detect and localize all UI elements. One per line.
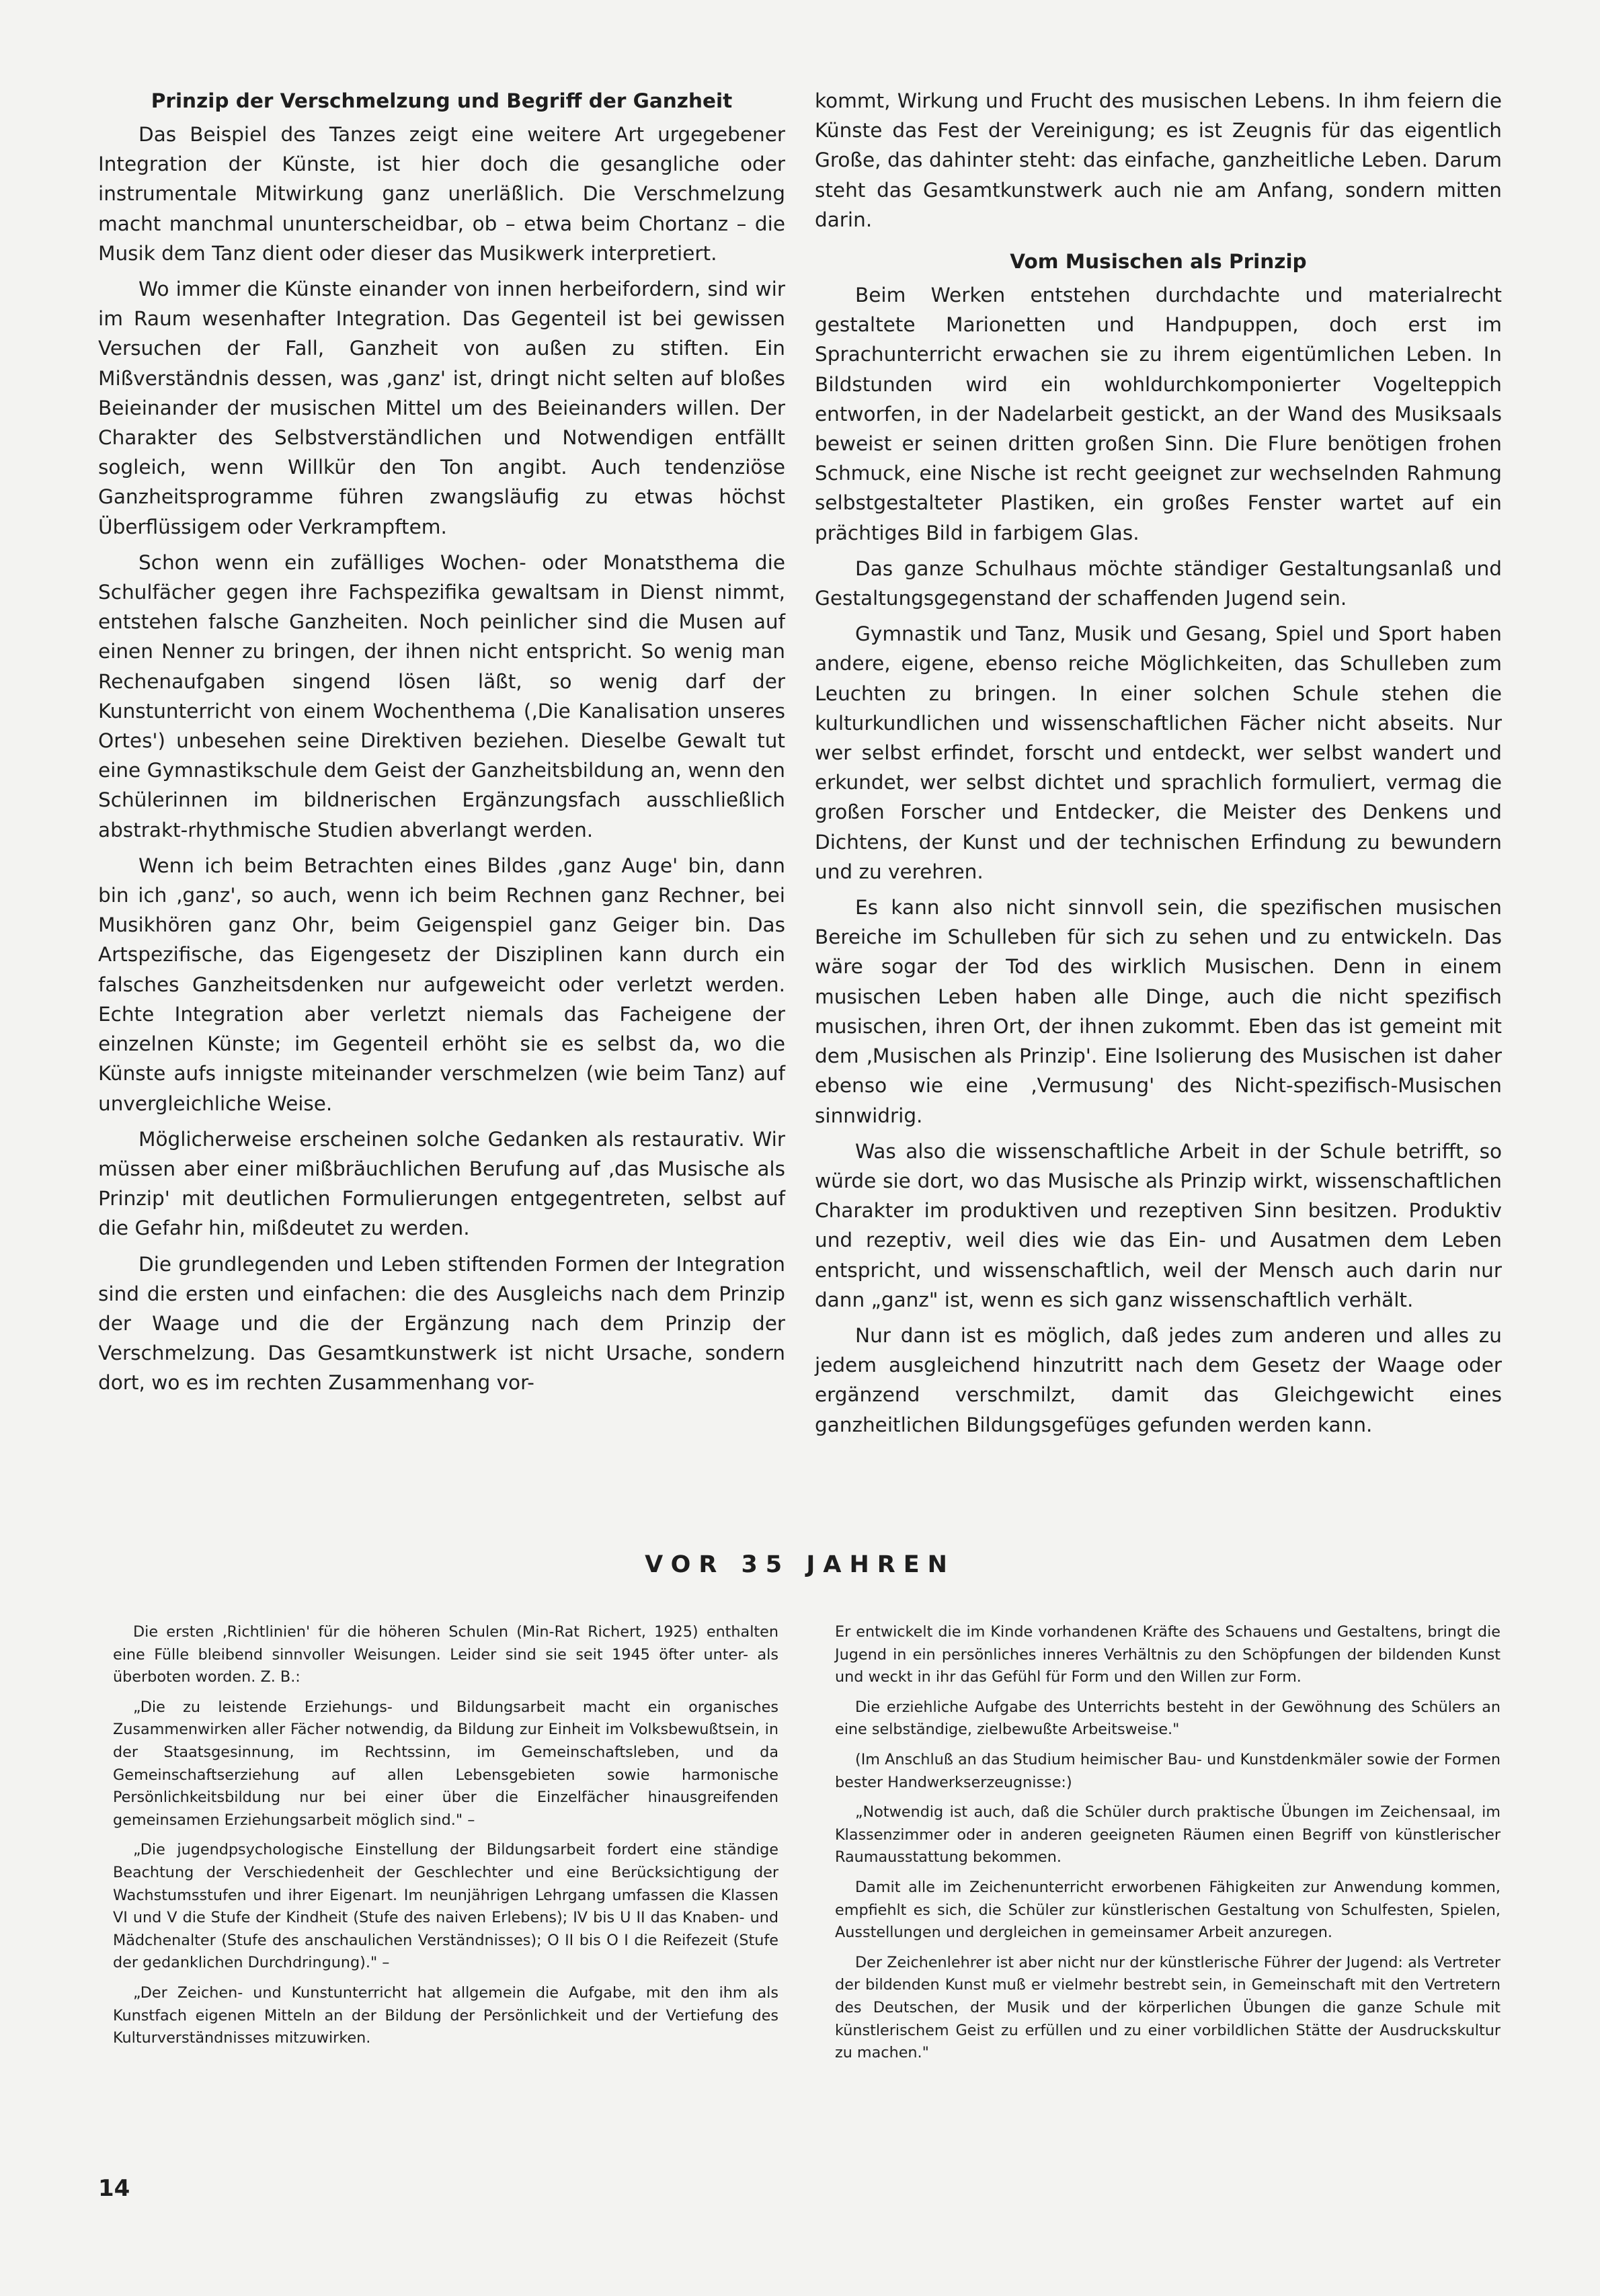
excerpt-paragraph: „Der Zeichen- und Kunstunterricht hat allgemein die Aufgabe, mit den ihm als Kunstfach eigenen Mitteln an der Bildung der Persönlichkeit und der Vertiefung des Kulturverständnisses mitzuwirken. [113, 1983, 778, 2047]
section-title-vor-35-jahren: VOR 35 JAHREN [645, 1551, 955, 1578]
excerpt-paragraph: Die erziehliche Aufgabe des Unterrichts besteht in der Gewöhnung des Schülers an eine selbständige, zielbewußte Arbeitsweise." [835, 1698, 1501, 1739]
paragraph: Nur dann ist es möglich, daß jedes zum anderen und alles zu jedem ausgleichend hinzutritt nach dem Gesetz der Waage oder ergänzend verschmilzt, damit das Gleichgewicht eines ganzheitlichen Bildungsgefüges gefunden werden kann. [815, 1323, 1502, 1436]
excerpt-paragraph: Die ersten ‚Richtlinien' für die höheren Schulen (Min-Rat Richert, 1925) enthalten eine Fülle bleibend sinnvoller Weisungen. Leider sind sie seit 1945 öfter unter- als überboten worden. Z. B.: [113, 1623, 778, 1686]
excerpt-paragraph: „Notwendig ist auch, daß die Schüler durch praktische Übungen im Zeichensaal, im Klassenzimmer oder in anderen geeigneten Räumen einen Begriff von künstlerischer Raumausstattung bekommen. [835, 1803, 1501, 1867]
excerpt-paragraph: Der Zeichenlehrer ist aber nicht nur der künstlerische Führer der Jugend: als Vertreter der bildenden Kunst muß er vielmehr bestrebt sein, in Gemeinschaft mit den Vertretern des Deutschen, der Musik und der körperlichen Übungen die ganze Schule mit künstlerischem Geist zu erfüllen und zu einer vorbildlichen Stätte der Ausdruckskultur zu machen." [835, 1953, 1501, 2062]
page-number: 14 [98, 2175, 130, 2202]
paragraph: Gymnastik und Tanz, Musik und Gesang, Spiel und Sport haben andere, eigene, ebenso reiche Möglichkeiten, das Schulleben zum Leuchten zu bringen. In einer solchen Schule stehen die kulturkundlichen und wissenschaftlichen Fächer nicht abseits. Nur wer selbst erfindet, forscht und entdeckt, wer selbst wandert und erkundet, wer selbst dichtet und sprachlich formuliert, vermag die großen Forscher und Entdecker, die Meister des Denkens und Dichtens, der Kunst und der technischen Erfindung zu bewundern und zu verehren. [815, 622, 1502, 883]
excerpt-paragraph: „Die jugendpsychologische Einstellung der Bildungsarbeit fordert eine ständige Beachtung der Verschiedenheit der Geschlechter und eine Berücksichtigung der Wachstumsstufen und ihrer Eigenart. Im neunjährigen Lehrgang umfassen die Klassen VI und V die Stufe der Kindheit (Stufe des naiven Erlebens); IV bis U II das Knaben- und Mädchenalter (Stufe des anschaulichen Verständnisses); O II bis O I die Reifezeit (Stufe der gedanklichen Durchdringung)." – [113, 1841, 778, 1972]
right-column [815, 86, 1502, 1440]
paragraph: Wenn ich beim Betrachten eines Bildes ‚ganz Auge' bin, dann bin ich ‚ganz', so auch, wenn ich beim Rechnen ganz Rechner, bei Musikhören ganz Ohr, beim Geigenspiel ganz Geiger bin. Das Artspezifische, das Eigengesetz der Disziplinen kann durch ein falsches Ganzheitsdenken nur aufgeweicht oder verletzt werden. Echte Integration aber verletzt niemals das Facheigene der einzelnen Künste; im Gegenteil erhöht sie es selbst da, wo die Künste aufs innigste miteinander verschmelzen (wie beim Tanz) auf unvergleichliche Weise. [98, 854, 785, 1115]
paragraph: Es kann also nicht sinnvoll sein, die spezifischen musischen Bereiche im Schulleben für sich zu sehen und zu entwickeln. Das wäre sogar der Tod des wirklich Musischen. Denn in einem musischen Leben haben alle Dinge, auch die nicht spezifisch musischen, ihren Ort, der ihnen zukommt. Eben das ist gemeint mit dem ‚Musischen als Prinzip'. Eine Isolierung des Musischen ist daher ebenso wie eine ‚Vermusung' des Nicht-spezifisch-Musischen sinnwidrig. [815, 896, 1502, 1127]
excerpt-paragraph: (Im Anschluß an das Studium heimischer Bau- und Kunstdenkmäler sowie der Formen bester Handwerkserzeugnisse:) [835, 1750, 1501, 1791]
section-heading-musisches-prinzip: Vom Musischen als Prinzip [1010, 250, 1307, 274]
paragraph: Was also die wissenschaftliche Arbeit in der Schule betrifft, so würde sie dort, wo das Musische als Prinzip wirkt, wissenschaftlichen Charakter im produktiven und rezeptiven Sinn besitzen. Produktiv und rezeptiv, weil dies wie das Ein- und Ausatmen dem Leben entspricht, und wissenschaftlich, weil der Mensch auch darin nur dann „ganz" ist, wenn es sich ganz wissenschaftlich verhält. [815, 1139, 1502, 1311]
excerpt-paragraph: Er entwickelt die im Kinde vorhandenen Kräfte des Schauens und Gestaltens, bringt die Jugend in ein persönliches inneres Verhältnis zu den Schöpfungen der bildenden Kunst und weckt in ihr das Gefühl für Form und den Willen zur Form. [835, 1623, 1501, 1686]
historical-excerpt-left [113, 1621, 778, 2057]
paragraph: Das ganze Schulhaus möchte ständiger Gestaltungsanlaß und Gestaltungsgegenstand der schaffenden Jugend sein. [815, 557, 1502, 610]
left-column [98, 86, 785, 1398]
paragraph: Schon wenn ein zufälliges Wochen- oder Monatsthema die Schulfächer gegen ihre Fachspezifika gewaltsam in Dienst nimmt, entstehen falsche Ganzheiten. Noch peinlicher sind die Musen auf einen Nenner zu bringen, der ihnen nicht entspricht. So wenig man Rechenaufgaben singend lösen läßt, so wenig darf der Kunstunterricht von einem Wochenthema (‚Die Kanalisation unseres Ortes') unbesehen seine Direktiven beziehen. Dieselbe Gewalt tut eine Gymnastikschule dem Geist der Ganzheitsbildung an, wenn den Schülerinnen im bildnerischen Ergänzungsfach ausschließlich abstrakt-rhythmische Studien abverlangt werden. [98, 550, 785, 842]
paragraph: Möglicherweise erscheinen solche Gedanken als restaurativ. Wir müssen aber einer mißbräuchlichen Berufung auf ‚das Musische als Prinzip' mit deutlichen Formulierungen entgegentreten, selbst auf die Gefahr hin, mißdeutet zu werden. [98, 1127, 785, 1240]
excerpt-paragraph: „Die zu leistende Erziehungs- und Bildungsarbeit macht ein organisches Zusammenwirken aller Fächer notwendig, da Bildung zur Einheit im Volksbewußtsein, in der Staatsgesinnung, im Rechtssinn, im Gemeinschaftsleben, und da Gemeinschaftserziehung auf allen Lebensgebieten sowie harmonische Persönlichkeitsbildung nur bei einer über die Einzelfächer hinausgreifenden gemeinsamen Erziehungsarbeit möglich sind." – [113, 1698, 778, 1829]
excerpt-paragraph: Damit alle im Zeichenunterricht erworbenen Fähigkeiten zur Anwendung kommen, empfiehlt es sich, die Schüler zur künstlerischen Gestaltung von Schulfesten, Spielen, Ausstellungen und dergleichen in gemeinsamer Arbeit anzuregen. [835, 1878, 1501, 1942]
historical-excerpt-right [835, 1621, 1501, 2072]
continuation-paragraph: kommt, Wirkung und Frucht des musischen Lebens. In ihm feiern die Künste das Fest der Vereinigung; es ist Zeugnis für das eigentlich Große, das dahinter steht: das einfache, ganzheitliche Leben. Darum steht das Gesamtkunstwerk auch nie am Anfang, sondern mitten darin. [815, 89, 1502, 231]
paragraph: Die grundlegenden und Leben stiftenden Formen der Integration sind die ersten und einfachen: die des Ausgleichs nach dem Prinzip der Waage und die der Ergänzung nach dem Prinzip der Verschmelzung. Das Gesamtkunstwerk ist nicht Ursache, sondern dort, wo es im rechten Zusammenhang vor- [98, 1252, 785, 1395]
paragraph: Wo immer die Künste einander von innen herbeifordern, sind wir im Raum wesenhafter Integration. Das Gegenteil ist bei gewissen Versuchen der Fall, Ganzheit von außen zu stiften. Ein Mißverständnis dessen, was ‚ganz' ist, dringt nicht selten auf bloßes Beieinander der musischen Mittel um des Beieinanders willen. Der Charakter des Selbstverständlichen und Notwendigen entfällt sogleich, wenn Willkür den Ton angibt. Auch tendenziöse Ganzheitsprogramme führen zwangsläufig zu etwas höchst Überflüssigem oder Verkrampftem. [98, 278, 785, 538]
paragraph: Beim Werken entstehen durchdachte und materialrecht gestaltete Marionetten und Handpuppen, doch erst im Sprachunterricht erwachen sie zu ihrem eigentümlichen Leben. In Bildstunden wird ein wohldurchkomponierter Vogelteppich entworfen, in der Nadelarbeit gestickt, an der Wand des Musiksaals beweist er seinen dritten großen Sinn. Die Flure benötigen frohen Schmuck, eine Nische ist recht geeignet zur wechselnden Rahmung selbstgestalteter Plastiken, ein großes Fenster wartet auf ein prächtiges Bild in farbigem Glas. [815, 284, 1502, 544]
section-heading-verschmelzung: Prinzip der Verschmelzung und Begriff der Ganzheit [151, 89, 733, 112]
paragraph: Das Beispiel des Tanzes zeigt eine weitere Art urgegebener Integration der Künste, ist hier doch die gesangliche oder instrumentale Mitwirkung ganz unerläßlich. Die Verschmelzung macht manchmal ununterscheidbar, ob – etwa beim Chortanz – die Musik dem Tanz dient oder dieser das Musikwerk interpretiert. [98, 123, 785, 265]
